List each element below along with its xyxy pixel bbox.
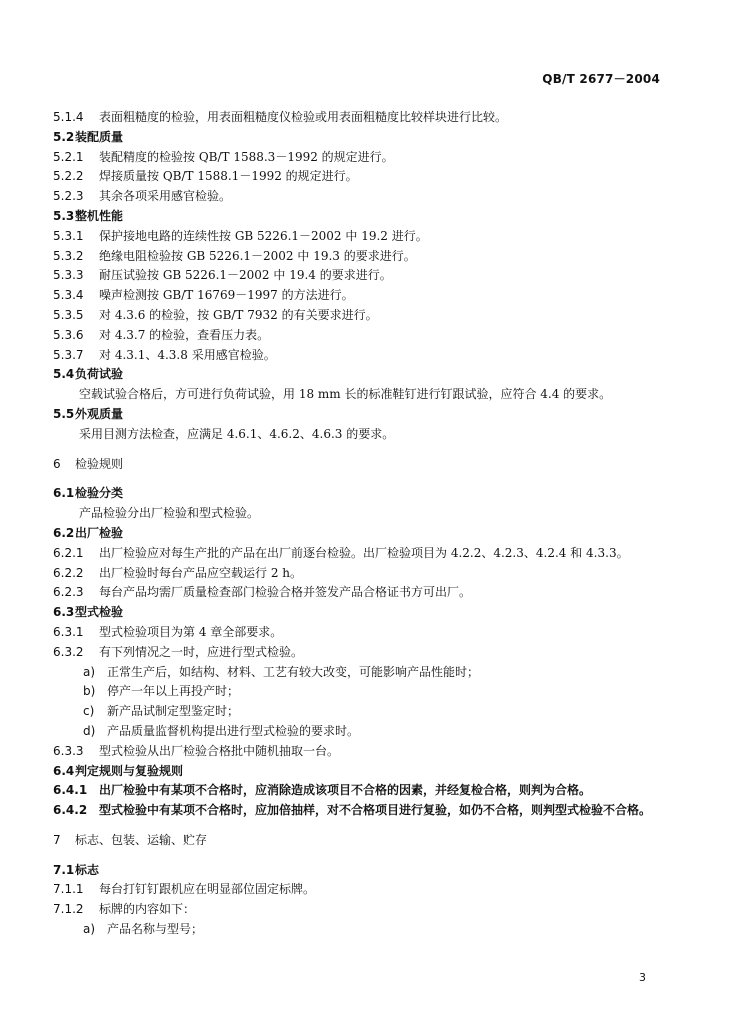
clause-5-3-2: 5.3.2 绝缘电阻检验按 GB 5226.1－2002 中 19.3 的要求进行。 bbox=[53, 248, 416, 263]
list-item-d: d) 产品质量监督机构提出进行型式检验的要求时。 bbox=[83, 723, 360, 738]
heading-7-1: 7.1 标志 bbox=[53, 862, 100, 877]
heading-5-4: 5.4 负荷试验 bbox=[53, 367, 124, 382]
heading-5-3: 5.3 整机性能 bbox=[53, 208, 124, 223]
clause-5-2-1: 5.2.1 装配精度的检验按 QB/T 1588.3－1992 的规定进行。 bbox=[53, 149, 394, 164]
heading-5-2: 5.2 装配质量 bbox=[53, 129, 124, 144]
heading-6-3: 6.3 型式检验 bbox=[53, 605, 124, 620]
list-item-a-product: a) 产品名称与型号； bbox=[83, 922, 204, 937]
heading-6-2: 6.2 出厂检验 bbox=[53, 525, 124, 540]
page-number: 3 bbox=[639, 971, 646, 984]
clause-5-3-1: 5.3.1 保护接地电路的连续性按 GB 5226.1－2002 中 19.2 进行。 bbox=[53, 228, 428, 243]
clause-5-3-7: 5.3.7 对 4.3.1、4.3.8 采用感官检验。 bbox=[53, 347, 276, 362]
clause-6-3-1: 6.3.1 型式检验项目为第 4 章全部要求。 bbox=[53, 624, 283, 639]
heading-6-1: 6.1 检验分类 bbox=[53, 486, 124, 501]
document-body bbox=[53, 108, 673, 940]
clause-7-1-1: 7.1.1 每台打钉钉跟机应在明显部位固定标牌。 bbox=[53, 882, 316, 897]
paragraph-5-5: 采用目测方法检查，应满足 4.6.1、4.6.2、4.6.3 的要求。 bbox=[79, 426, 395, 441]
clause-5-3-4: 5.3.4 噪声检测按 GB/T 16769－1997 的方法进行。 bbox=[53, 288, 354, 303]
clause-6-2-2: 6.2.2 出厂检验时每台产品应空载运行 2 h。 bbox=[53, 565, 302, 580]
clause-5-2-2: 5.2.2 焊接质量按 QB/T 1588.1－1992 的规定进行。 bbox=[53, 169, 358, 184]
clause-5-3-3: 5.3.3 耐压试验按 GB 5226.1－2002 中 19.4 的要求进行。 bbox=[53, 268, 392, 283]
list-item-a: a) 正常生产后，如结构、材料、工艺有较大改变，可能影响产品性能时； bbox=[83, 664, 480, 679]
clause-6-4-2: 6.4.2 型式检验中有某项不合格时，应加倍抽样，对不合格项目进行复验，如仍不合格，则判型式检验不合格。 bbox=[53, 803, 652, 818]
clause-6-3-2: 6.3.2 有下列情况之一时，应进行型式检验。 bbox=[53, 644, 304, 659]
clause-7-1-2: 7.1.2 标牌的内容如下： bbox=[53, 902, 196, 917]
list-item-c: c) 新产品试制定型鉴定时； bbox=[83, 704, 240, 719]
clause-5-3-5: 5.3.5 对 4.3.6 的检验，按 GB/T 7932 的有关要求进行。 bbox=[53, 307, 378, 322]
clause-5-1-4: 5.1.4 表面粗糙度的检验，用表面粗糙度仪检验或用表面粗糙度比较样块进行比较。 bbox=[53, 110, 508, 124]
clause-6-3-3: 6.3.3 型式检验从出厂检验合格批中随机抽取一台。 bbox=[53, 743, 340, 758]
heading-5-5: 5.5 外观质量 bbox=[53, 406, 124, 421]
clause-5-2-3: 5.2.3 其余各项采用感官检验。 bbox=[53, 189, 232, 204]
clause-5-3-6: 5.3.6 对 4.3.7 的检验，查看压力表。 bbox=[53, 327, 270, 342]
heading-6-4: 6.4 判定规则与复验规则 bbox=[53, 763, 184, 778]
chapter-6-title: 6 检验规则 bbox=[53, 456, 124, 471]
chapter-7-title: 7 标志、包装、运输、贮存 bbox=[53, 832, 208, 847]
standard-number: QB/T 2677－2004 bbox=[542, 72, 660, 86]
paragraph-6-1: 产品检验分出厂检验和型式检验。 bbox=[79, 506, 260, 521]
list-item-b: b) 停产一年以上再投产时； bbox=[83, 684, 240, 699]
clause-6-2-1: 6.2.1 出厂检验应对每生产批的产品在出厂前逐台检验。出厂检验项目为 4.2.2、4.2.3、4.2.4 和 4.3.3。 bbox=[53, 545, 629, 560]
paragraph-5-4: 空载试验合格后，方可进行负荷试验，用 18 mm 长的标准鞋钉进行钉跟试验，应符合 4.4 的要求。 bbox=[79, 387, 612, 402]
clause-6-2-3: 6.2.3 每台产品均需厂质量检查部门检验合格并签发产品合格证书方可出厂。 bbox=[53, 585, 472, 600]
clause-6-4-1: 6.4.1 出厂检验中有某项不合格时，应消除造成该项目不合格的因素，并经复检合格，则判为合格。 bbox=[53, 783, 592, 798]
